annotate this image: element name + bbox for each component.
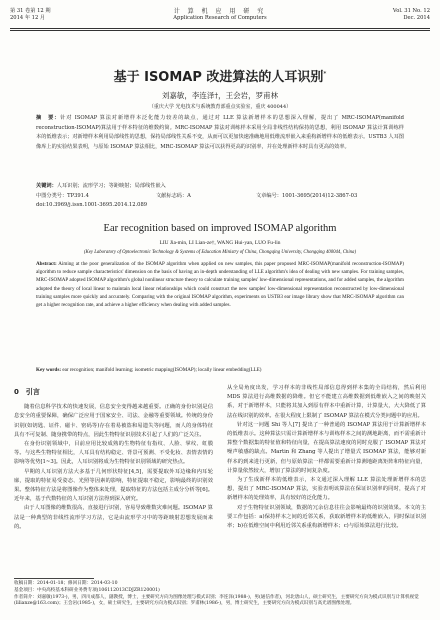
abstract-cn: [36, 114, 404, 152]
body-column-right: [227, 384, 426, 531]
header-rule-top: [10, 28, 430, 29]
journal-name-cn: 计 算 机 应 用 研 究: [173, 8, 267, 15]
footnote-rule: [14, 578, 94, 579]
classification-line: [36, 192, 404, 200]
header-right: [393, 8, 430, 22]
abstract-text-en: Aiming at the poor generalization of the ISOMAP algorithm when applied on new samples, this paper proposed MRC-ISOMAP(manifold reconstruction-ISOMAP) algorithm to reduce sample characteristics' dimension on the basis of having an in-depth understanding of LLE algorithm's idea of dealing with new samples. For training samples, MRC-ISOMAP adopted ISOMAP algorithm's global nonlinear structure theory to calculate training samples' low-dimensional representations, and for added samples, the algorithm adopted the theory of local linear to maintain local linear relationships which could construct the new samples' low-dimensional representation reconstructed by low-dimensional training samples more quickly and accurately. Comparing with the original ISOMAP algorithm, experiments on USTB3 ear image library show that MRC-ISOMAP algorithm can get a higher recognition rate, and achieve a higher efficiency when dealing with added samples.: [36, 261, 404, 309]
paragraph: 随着信息科学技术的快速发展，信息安全变得越来越重要。正确的身份识别是信息安全的重要保障，确保广泛应用于国家安全、司法、金融等重要领域。传统的身份识别(如钥匙、证件、磁卡、密码等)存在着易被盗和易遗失等问题，而人的身体特征具有不可复制、随身携带的特点，因此生物特征识别技术引起了人们的广泛关注。: [14, 404, 213, 438]
abstract-text-cn: 针对 ISOMAP 算法对新增样本泛化能力较差的缺点，通过对 LLE 算法新增样本的思想深入理解，提出了 MRC-ISOMAP(manifold reconstruction-ISOMAP)算法用于样本特征的维数约简。MRC-ISOMAP 算法对训练样本采用全局非线性结构保持的思想，利用 ISOMAP 算法计算训练样本的低维表示；对新增样本利用局部线性的思想，保持局部线性关系不变，从而可以更加快速准确地用低维流形嵌入来重构新增样本的低维表示。USTB3 人耳图像库上的实验结果表明，与原始 ISOMAP 算法相比，MRC-ISOMAP 算法可以获得更高的识别率，并在处理新样本时具有更高的效率。: [36, 115, 404, 150]
keywords-cn: [36, 182, 404, 190]
date-en: Dec. 2014: [403, 15, 430, 21]
volume-en: Vol. 31 No. 12: [392, 8, 430, 14]
author-bios: 作者简介：刘嘉敏(1973-)，男，四川成都人，副教授，博士，主要研究方向为图像处理与模式识别；李连泽(1988-)，男(通信作者)，河北唐山人，硕士研究生，主要研究方向为模式识别与计算机视觉(lilianze@163.com)；王会岩(1985-)，女，硕士研究生，主要研究方向为模式识别；罗甫林(1986-)，男，博士研究生，主要研究方向为模式识别与高光谱图像处理。: [14, 594, 419, 607]
keywords-text-cn: 人耳识别；流形学习；等距映射；局部线性嵌入: [56, 183, 166, 189]
abstract-label-en: Abstract:: [36, 261, 57, 267]
paragraph: 为了生成新样本的低维表示，本文通过深入理解 LLE 算法处理新增样本的思想，提出了 MRC-ISOMAP 算法，实验表明该算法在保证识别率的同时，提高了对新增样本的处理效率，具有较好的泛化能力。: [227, 477, 426, 502]
doi: doi:10.3969/j.issn.1001-3695.2014.12.089: [36, 202, 148, 208]
footnote: [14, 581, 426, 608]
affiliation-en: (Key Laboratory of Optoelectronic Technology & Systems of Education Ministry of China, Chongqing University, Chongqing 400044, China): [83, 250, 357, 255]
received-dates: 收稿日期：2014-01-18；修回日期：2014-03-10: [14, 581, 118, 586]
authors-en: LIU Jia-min, LI Lian-ze†, WANG Hui-yan, LUO Fu-lin: [159, 240, 281, 246]
affiliation-cn: （重庆大学 光电技术与系统教育部重点实验室，重庆 400044）: [148, 104, 292, 110]
document-code: 文献标志码：A: [156, 193, 191, 199]
paragraph: 在身份识别领域中，目前应用比较成熟的生物特征有指纹、人脸、掌纹、虹膜等。与这些生物特征相比，人耳具有结构稳定、背景可预测、不受化妆、表情表情的影响等优势[1~3]。因此，人耳识别将成为生物特征识别领域的研究热点。: [14, 441, 213, 466]
header-center: [10, 8, 430, 22]
fund-info: 基金项目：中央高校基本科研业务费专项(106112013CDJZR120001): [14, 587, 160, 593]
journal-name-en: Application Research of Computers: [173, 15, 267, 21]
keywords-label-en: Key words:: [36, 367, 62, 373]
paragraph: 早期的人耳识别方法大多基于几何形状特征[4,5]，需要提取外耳边缘和内耳轮廓，提取的特征易受姿态、光照等因素的影响，特征提取不稳定，影响最终的识别效果。整体特征方法是将图像作为整体来处理，提取特征的方法包括主成分分析等[6]。近年来，基于代数特征的人耳识别方法得到深入研究。: [14, 468, 213, 503]
header-rule-bottom: [10, 30, 430, 31]
paragraph: 由于人耳图像的维数很高，直接进行识别，容易导致维数灾难问题。ISOMAP 算法是一种典型的非线性流形学习方法，它是由流形学习中的等距映射思想发展而来的。: [14, 505, 213, 530]
date-cn: 2014 年 12 月: [10, 15, 46, 21]
keywords-label-cn: 关键词：: [36, 183, 57, 189]
paragraph: 从全局角度出发，学习样本的非线性局部信息得到样本集的全局结构，然后利用 MDS 算法进行高维数据的降维。但它不能建立高维数据到低维嵌入之间的映射关系，对于新增样本，只能将其加入到原有样本中重新计算，计算量大，大大降低了算法在线识别的效率。在很大程度上限制了 ISOMAP 算法在模式分类问题中的应用。: [227, 385, 426, 419]
volume-cn: 第 31 卷第 12 期: [10, 8, 51, 14]
abstract-en: [36, 260, 404, 309]
paragraph: 对于生物特征识别领域，数据的冗余信息往往会影响最终的识别效果。本文的主要工作包括：a)保持样本之间的近邻关系，获取新增样本的低维嵌入，同时保证识别率；b)在低维空间中利用近邻关系重构新增样本；c)与原始算法进行比较。: [227, 504, 426, 530]
paper-title-cn: [0, 66, 440, 85]
body-column-left: [14, 384, 213, 532]
keywords-en: [36, 366, 404, 374]
clc-number: 中图分类号：TP391.4: [36, 193, 89, 199]
section-heading: 0 引言: [14, 388, 40, 396]
article-number: 文章编号：1001-3695(2014)12-3867-03: [256, 193, 358, 199]
paper-title-en: Ear recognition based on improved ISOMAP algorithm: [103, 223, 337, 234]
title-footnote-mark: *: [323, 70, 327, 78]
abstract-label-cn: 摘 要：: [36, 115, 61, 121]
keywords-text-en: ear recognition; manifold learning; isometric mapping(ISOMAP); locally linear embedding(LLE): [62, 367, 262, 373]
paragraph: 针对这一问题 Shi 等人[7] 提出了一种普通的 ISOMAP 算法用于计算新增样本的低维表示。这种算法只需计算新增样本与训练样本之间的测地距离，而不需重新计算整个数据集的特征值和特征向量，在提高算法速度的同时克服了 ISOMAP 算法对噪声敏感的缺点。Martin 和 Zhang 等人提出了增量式 ISOMAP 算法，能够对新样本的到来进行更新，但与原始算法一样都需要重新计算测地距离矩阵和特征向量，计算量依然较大，增加了算法的时间复杂度。: [227, 421, 426, 474]
title-text: 基于 ISOMAP 改进算法的人耳识别: [113, 70, 324, 85]
authors-cn: 刘嘉敏，李连泽†，王会岩，罗甫林: [161, 91, 279, 100]
